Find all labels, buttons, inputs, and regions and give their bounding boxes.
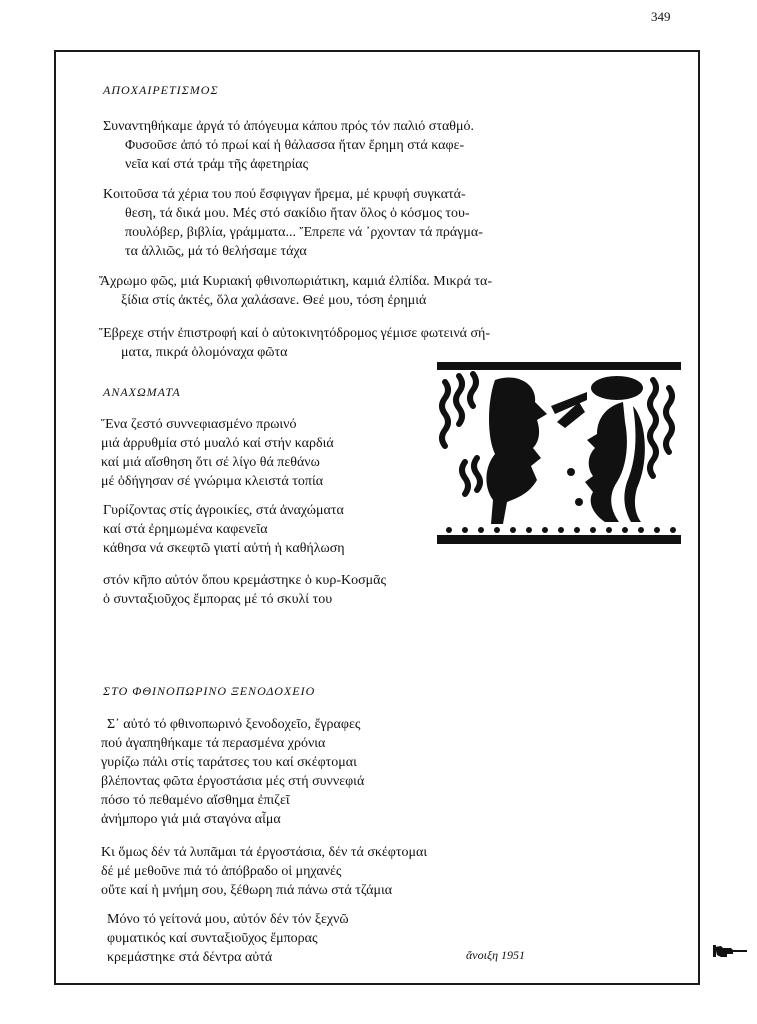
verse-line: Κι ὅμως δέν τά λυπᾶμαι τά ἐργοστάσια, δέν τά σκέφτομαι bbox=[101, 845, 428, 860]
verse-line: τα ἀλλιῶς, μά τό θελήσαμε τάχα bbox=[125, 244, 307, 259]
verse-line: νεῖα καί στά τράμ τῆς ἀφετηρίας bbox=[125, 157, 309, 172]
verse-line: πουλόβερ, βιβλία, γράμματα... Ἔπρεπε νά ᾿ρχονταν τά πράγμα- bbox=[125, 225, 483, 240]
stanza bbox=[107, 910, 349, 967]
stanza bbox=[103, 501, 345, 558]
verse-line: καί στά ἐρημωμένα καφενεῖα bbox=[103, 522, 268, 537]
stanza bbox=[101, 415, 334, 491]
stanza bbox=[99, 272, 492, 310]
page-number: 349 bbox=[651, 9, 671, 24]
poem-title: ΣΤΟ ΦΘΙΝΟΠΩΡΙΝΟ ΞΕΝΟΔΟΧΕΙΟ bbox=[103, 684, 316, 698]
verse-line: Γυρίζοντας στίς ἀγροικίες, στά ἀναχώματα bbox=[103, 503, 344, 518]
verse-line: Φυσοῦσε ἀπό τό πρωί καί ἡ θάλασσα ἤταν ἔρημη στά καφε- bbox=[125, 138, 465, 153]
poem-date: ἄνοιξη 1951 bbox=[466, 948, 526, 962]
two-faces-profile-icon bbox=[437, 362, 681, 554]
verse-line: γυρίζω πάλι στίς ταράτσες του καί σκέφτομαι bbox=[101, 755, 357, 770]
verse-line: μέ ὁδήγησαν σέ γνώριμα κλειστά τοπία bbox=[101, 474, 324, 489]
verse-line: δέ μέ μεθοῦνε πιά τό ἀπόβραδο οἱ μηχανές bbox=[101, 864, 342, 879]
verse-line: Συναντηθήκαμε ἀργά τό ἀπόγευμα κάπου πρός τόν παλιό σταθμό. bbox=[103, 119, 474, 134]
pointing-hand-icon bbox=[713, 943, 749, 959]
verse-line: ἀνήμπορο γιά μιά σταγόνα αἷμα bbox=[101, 812, 281, 827]
verse-line: Μόνο τό γείτονά μου, αὐτόν δέν τόν ξεχνῶ bbox=[107, 912, 349, 927]
verse-line: στόν κῆπο αὐτόν ὅπου κρεμάστηκε ὁ κυρ-Κοσμᾶς bbox=[103, 573, 387, 588]
verse-line: Ἔβρεχε στήν ἐπιστροφή καί ὁ αὐτοκινητόδρομος γέμισε φωτεινά σή- bbox=[99, 326, 491, 341]
verse-line: κάθησα νά σκεφτῶ γιατί αὐτή ἡ καθήλωση bbox=[103, 541, 345, 556]
verse-line: κρεμάστηκε στά δέντρα αὐτά bbox=[107, 950, 273, 965]
verse-line: φυματικός καί συνταξιοῦχος ἔμπορας bbox=[107, 931, 318, 946]
verse-line: οὔτε καί ἡ μνήμη σου, ξέθωρη πιά πάνω στά τζάμια bbox=[101, 883, 393, 898]
verse-line: Ἄχρωμο φῶς, μιά Κυριακή φθινοπωριάτικη, καμιά ἐλπίδα. Μικρά τα- bbox=[99, 274, 492, 289]
poem-title: ΑΝΑΧΩΜΑΤΑ bbox=[103, 385, 181, 399]
verse-line: βλέποντας φῶτα ἐργοστάσια μές στή συννεφιά bbox=[101, 774, 365, 789]
verse-line: πού ἀγαπηθήκαμε τά περασμένα χρόνια bbox=[101, 736, 326, 751]
stanza bbox=[101, 715, 365, 829]
verse-line: μιά ἀρρυθμία στό μυαλό καί στήν καρδιά bbox=[101, 436, 334, 451]
verse-line: ματα, πικρά ὁλομόναχα φῶτα bbox=[121, 345, 288, 360]
verse-line: καί μιά αἴσθηση ὅτι σέ λίγο θά πεθάνω bbox=[101, 455, 320, 470]
verse-line: Σ᾿ αὐτό τό φθινοπωρινό ξενοδοχεῖο, ἔγραφες bbox=[107, 717, 361, 732]
stanza bbox=[99, 324, 490, 362]
verse-line: θεση, τά δικά μου. Μές στό σακίδιο ἤταν ὅλος ὁ κόσμος του- bbox=[125, 206, 470, 221]
stanza bbox=[103, 117, 474, 174]
verse-line: πόσο τό πεθαμένο αἴσθημα ἐπιζεῖ bbox=[101, 793, 290, 808]
verse-line: Ἕνα ζεστό συννεφιασμένο πρωινό bbox=[101, 417, 297, 432]
stanza bbox=[103, 185, 483, 261]
verse-line: ὁ συνταξιοῦχος ἔμπορας μέ τό σκυλί του bbox=[103, 592, 333, 607]
stanza bbox=[101, 843, 427, 900]
poem-title: ΑΠΟΧΑΙΡΕΤΙΣΜΟΣ bbox=[103, 83, 219, 97]
stanza bbox=[103, 571, 386, 609]
verse-line: Κοιτοῦσα τά χέρια του πού ἔσφιγγαν ἤρεμα, μέ κρυφή συγκατά- bbox=[103, 187, 466, 202]
verse-line: ξίδια στίς ἀκτές, ὅλα χαλάσανε. Θεέ μου, τόση ἐρημιά bbox=[121, 293, 427, 308]
